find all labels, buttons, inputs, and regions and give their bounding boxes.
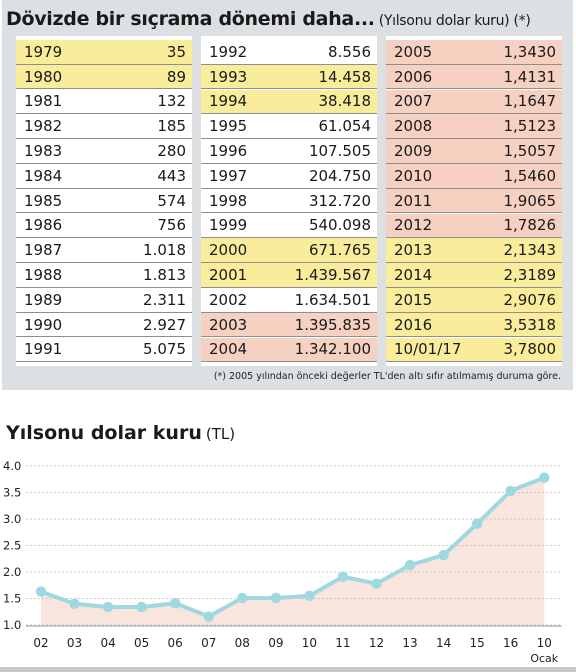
x-tick-label: 08 [234, 636, 250, 650]
year-cell: 2009 [394, 141, 433, 160]
x-tick-label: 14 [435, 636, 452, 650]
value-cell: 2.927 [143, 315, 186, 334]
year-cell: 10/01/17 [394, 340, 462, 359]
value-cell: 443 [157, 166, 186, 185]
value-cell: 1.634.501 [294, 290, 371, 309]
data-point [539, 472, 549, 482]
year-cell: 2003 [209, 315, 248, 334]
value-cell: 540.098 [308, 216, 371, 235]
table-title-text: Dövizde bir sıçrama dönemi daha... [6, 8, 375, 30]
x-tick-label: 03 [66, 636, 83, 650]
year-cell: 1980 [24, 67, 63, 86]
data-point [472, 519, 482, 529]
value-cell: 1.395.835 [294, 315, 371, 334]
year-cell: 2015 [394, 290, 433, 309]
year-cell: 1995 [209, 117, 248, 136]
year-cell: 2008 [394, 117, 433, 136]
value-cell: 312.720 [308, 191, 371, 210]
year-cell: 2012 [394, 216, 433, 235]
year-cell: 2011 [394, 191, 433, 210]
y-tick-label: 1.0 [3, 618, 22, 632]
value-cell: 280 [157, 141, 186, 160]
x-tick-label: 09 [268, 636, 284, 650]
x-tick-label: 10 [536, 636, 552, 650]
value-cell: 1,5057 [503, 141, 556, 160]
value-cell: 204.750 [308, 166, 371, 185]
value-cell: 1,4131 [503, 67, 556, 86]
value-cell: 8.556 [328, 42, 371, 61]
y-tick-label: 1.5 [3, 591, 22, 606]
value-cell: 3,5318 [503, 315, 556, 334]
value-cell: 1,1647 [503, 92, 556, 111]
y-tick-label: 3.5 [3, 485, 22, 500]
data-point [69, 599, 79, 609]
table-subtitle: (Yılsonu dolar kuru) (*) [378, 13, 531, 29]
value-cell: 2,9076 [503, 290, 556, 309]
x-tick-label: 06 [167, 636, 183, 650]
value-cell: 1,5123 [503, 117, 556, 136]
year-cell: 2006 [394, 67, 433, 86]
year-cell: 1979 [24, 42, 63, 61]
year-cell: 1987 [24, 241, 63, 260]
value-cell: 1,7826 [503, 216, 556, 235]
year-cell: 2016 [394, 315, 433, 334]
year-cell: 2005 [394, 42, 433, 61]
year-cell: 1990 [24, 315, 63, 334]
value-cell: 5.075 [143, 340, 186, 359]
y-tick-label: 2.5 [3, 538, 22, 553]
value-cell: 1.342.100 [294, 340, 371, 359]
data-point [237, 593, 247, 603]
year-cell: 1988 [24, 265, 63, 284]
value-cell: 132 [157, 92, 186, 111]
year-cell: 2014 [394, 265, 433, 284]
y-tick-label: 4.0 [3, 459, 22, 473]
data-point [136, 602, 146, 612]
value-cell: 1.018 [143, 241, 186, 260]
data-point [36, 586, 46, 596]
year-cell: 2002 [209, 290, 248, 309]
chart-title [6, 422, 235, 444]
year-cell: 2013 [394, 241, 433, 260]
year-cell: 1991 [24, 340, 63, 359]
value-cell: 2.311 [143, 290, 186, 309]
value-cell: 756 [157, 216, 186, 235]
value-cell: 35 [166, 42, 186, 61]
year-cell: 1997 [209, 166, 248, 185]
year-cell: 1993 [209, 67, 248, 86]
x-tick-sublabel: Ocak [530, 652, 559, 665]
year-cell: 1999 [209, 216, 248, 235]
value-cell: 185 [157, 117, 186, 136]
value-cell: 1,5460 [503, 166, 556, 185]
year-cell: 1986 [24, 216, 63, 235]
y-tick-label: 2.0 [3, 565, 22, 579]
data-point [371, 578, 381, 588]
chart-title-text: Yılsonu dolar kuru [6, 422, 202, 444]
year-cell: 1983 [24, 141, 63, 160]
value-cell: 1.813 [143, 265, 186, 284]
x-tick-label: 12 [368, 636, 385, 650]
x-tick-label: 04 [100, 636, 116, 650]
x-tick-label: 11 [335, 636, 351, 650]
value-cell: 61.054 [318, 117, 371, 136]
year-cell: 2010 [394, 166, 433, 185]
value-cell: 1.439.567 [294, 265, 371, 284]
chart-unit: (TL) [205, 425, 236, 443]
year-cell: 1994 [209, 92, 248, 111]
data-point [304, 591, 314, 601]
value-cell: 107.505 [308, 141, 371, 160]
value-cell: 671.765 [308, 241, 371, 260]
data-point [338, 572, 348, 582]
x-tick-label: 10 [301, 636, 318, 650]
year-cell: 1998 [209, 191, 248, 210]
year-cell: 1981 [24, 92, 63, 111]
data-point [438, 550, 448, 560]
table-footnote: (*) 2005 yılından önceki değerler TL'den altı sıfır atılmamış duruma göre. [213, 371, 561, 382]
year-cell: 1982 [24, 117, 63, 136]
value-cell: 14.458 [318, 67, 371, 86]
x-tick-label: 05 [134, 636, 150, 650]
x-tick-label: 15 [469, 636, 485, 650]
data-point [170, 598, 180, 608]
data-point [204, 611, 214, 621]
year-cell: 2007 [394, 92, 433, 111]
data-point [271, 593, 281, 603]
year-cell: 1992 [209, 42, 248, 61]
value-cell: 89 [166, 67, 186, 86]
value-cell: 574 [157, 191, 186, 210]
value-cell: 2,1343 [503, 241, 556, 260]
y-tick-label: 3.0 [3, 512, 22, 526]
year-cell: 2001 [209, 265, 248, 284]
year-cell: 1984 [24, 166, 63, 185]
data-point [506, 486, 516, 496]
year-cell: 1996 [209, 141, 248, 160]
year-cell: 1985 [24, 191, 63, 210]
area-fill [41, 478, 544, 625]
data-point [103, 602, 113, 612]
bottom-divider [0, 667, 576, 672]
value-cell: 3,7800 [503, 340, 556, 359]
x-tick-label: 02 [33, 636, 49, 650]
value-cell: 1,9065 [503, 191, 556, 210]
x-tick-label: 13 [402, 636, 418, 650]
year-cell: 2004 [209, 340, 248, 359]
value-cell: 1,3430 [503, 42, 556, 61]
x-tick-label: 07 [201, 636, 217, 650]
year-cell: 2000 [209, 241, 248, 260]
value-cell: 2,3189 [503, 265, 556, 284]
data-point [405, 560, 415, 570]
year-cell: 1989 [24, 290, 63, 309]
value-cell: 38.418 [318, 92, 371, 111]
x-tick-label: 16 [503, 636, 519, 650]
